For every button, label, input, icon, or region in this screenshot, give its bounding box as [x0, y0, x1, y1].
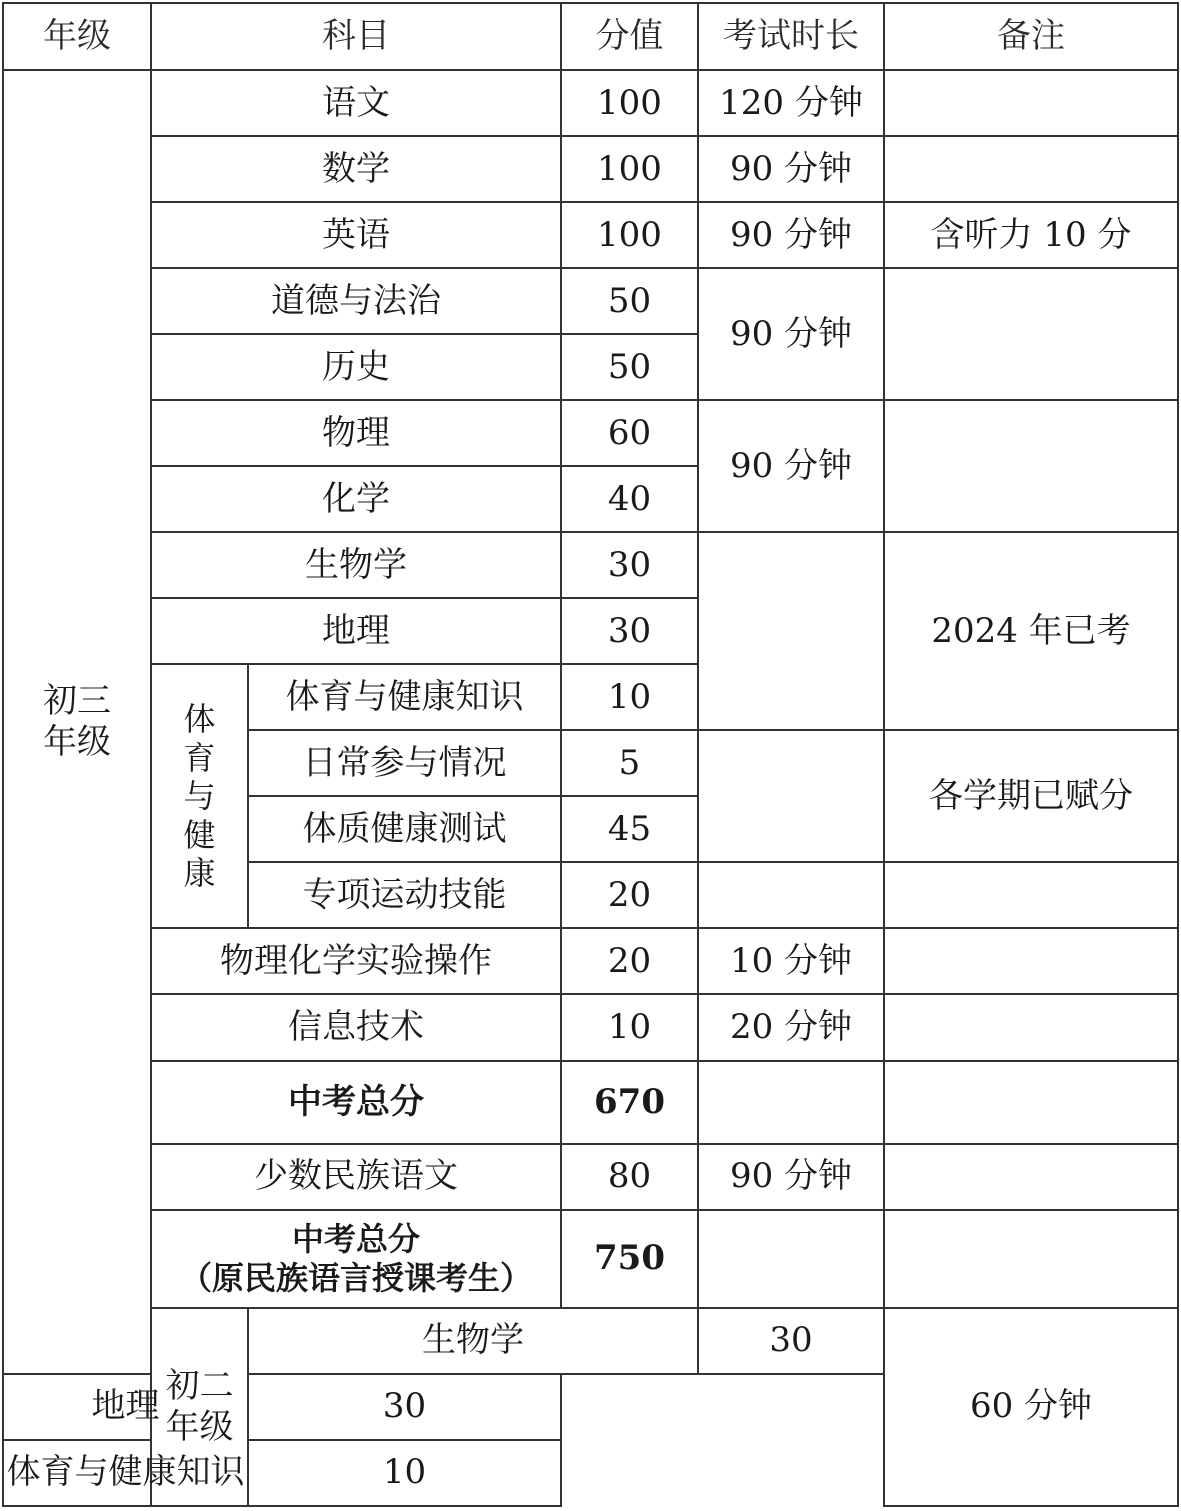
score-cell: 10 — [248, 1440, 561, 1506]
subject-cell: 体育与健康知识 — [3, 1440, 248, 1506]
score-cell: 20 — [561, 862, 698, 928]
subject-cell: 地理 — [151, 598, 561, 664]
header-subject: 科目 — [151, 3, 561, 70]
remark-cell — [884, 268, 1178, 400]
score-cell: 10 — [561, 994, 698, 1060]
subject-cell: 信息技术 — [151, 994, 561, 1060]
remark-cell — [884, 136, 1178, 202]
remark-cell — [884, 1061, 1178, 1144]
header-duration: 考试时长 — [698, 3, 884, 70]
score-cell: 80 — [561, 1144, 698, 1210]
grade2-label: 初二 年级 — [151, 1308, 248, 1506]
grade3-label: 初三 年级 — [3, 70, 151, 1374]
score-cell: 100 — [561, 70, 698, 136]
score-cell: 10 — [561, 664, 698, 730]
remark-cell: 含听力 10 分 — [884, 202, 1178, 268]
exam-schedule-table — [2, 2, 1179, 1507]
duration-cell: 90 分钟 — [698, 268, 884, 400]
duration-cell — [698, 862, 884, 928]
pe-group-label: 体 育 与 健 康 — [151, 664, 248, 928]
score-cell: 30 — [561, 598, 698, 664]
table-row — [3, 70, 1178, 136]
total-label: 中考总分 — [151, 1061, 561, 1144]
total-minority-label — [151, 1210, 561, 1308]
header-row — [3, 3, 1178, 70]
duration-cell: 90 分钟 — [698, 1144, 884, 1210]
table-row — [3, 136, 1178, 202]
table-row — [3, 1144, 1178, 1210]
duration-cell — [698, 730, 884, 862]
total-row — [3, 1061, 1178, 1144]
duration-cell: 10 分钟 — [698, 928, 884, 994]
subject-cell: 物理 — [151, 400, 561, 466]
score-cell: 50 — [561, 268, 698, 334]
subject-cell: 物理化学实验操作 — [151, 928, 561, 994]
duration-cell: 90 分钟 — [698, 400, 884, 532]
remark-cell: 2024 年已考 — [884, 532, 1178, 730]
duration-cell — [698, 532, 884, 730]
table-row — [3, 400, 1178, 466]
subject-cell: 化学 — [151, 466, 561, 532]
score-cell: 100 — [561, 136, 698, 202]
table-row — [3, 1308, 1178, 1374]
total-minority-title: 中考总分 — [291, 1220, 420, 1259]
header-remarks: 备注 — [884, 3, 1178, 70]
remark-cell — [884, 994, 1178, 1060]
score-cell: 50 — [561, 334, 698, 400]
remark-cell — [884, 1210, 1178, 1308]
remark-cell — [884, 70, 1178, 136]
subject-cell: 日常参与情况 — [248, 730, 561, 796]
duration-cell: 20 分钟 — [698, 994, 884, 1060]
subject-cell: 少数民族语文 — [151, 1144, 561, 1210]
total-minority-note: （原民族语言授课考生） — [179, 1258, 532, 1297]
subject-cell: 体育与健康知识 — [248, 664, 561, 730]
duration-cell — [698, 1061, 884, 1144]
subject-cell: 数学 — [151, 136, 561, 202]
score-cell: 20 — [561, 928, 698, 994]
score-cell: 45 — [561, 796, 698, 862]
subject-cell: 生物学 — [151, 532, 561, 598]
duration-cell — [698, 1210, 884, 1308]
table-row — [3, 532, 1178, 598]
subject-cell: 体质健康测试 — [248, 796, 561, 862]
score-cell: 100 — [561, 202, 698, 268]
subject-cell: 历史 — [151, 334, 561, 400]
total-row-minority — [3, 1210, 1178, 1308]
total-score: 670 — [561, 1061, 698, 1144]
remark-cell — [884, 400, 1178, 532]
score-cell: 30 — [561, 532, 698, 598]
header-score: 分值 — [561, 3, 698, 70]
score-cell: 40 — [561, 466, 698, 532]
subject-cell: 语文 — [151, 70, 561, 136]
table-row — [3, 928, 1178, 994]
score-cell: 30 — [248, 1374, 561, 1440]
duration-cell: 90 分钟 — [698, 202, 884, 268]
table-row — [3, 202, 1178, 268]
subject-cell: 生物学 — [248, 1308, 698, 1374]
subject-cell: 地理 — [3, 1374, 248, 1440]
total-minority-score: 750 — [561, 1210, 698, 1308]
subject-cell: 道德与法治 — [151, 268, 561, 334]
duration-cell: 90 分钟 — [698, 136, 884, 202]
remark-cell: 各学期已赋分 — [884, 730, 1178, 862]
score-cell: 60 — [561, 400, 698, 466]
subject-cell: 专项运动技能 — [248, 862, 561, 928]
remark-cell — [884, 1144, 1178, 1210]
score-cell: 5 — [561, 730, 698, 796]
remark-cell — [884, 928, 1178, 994]
table-row — [3, 268, 1178, 334]
header-grade: 年级 — [3, 3, 151, 70]
score-cell: 30 — [698, 1308, 884, 1374]
duration-cell: 60 分钟 — [884, 1308, 1178, 1506]
duration-cell: 120 分钟 — [698, 70, 884, 136]
table-row — [3, 994, 1178, 1060]
subject-cell: 英语 — [151, 202, 561, 268]
remark-cell — [884, 862, 1178, 928]
